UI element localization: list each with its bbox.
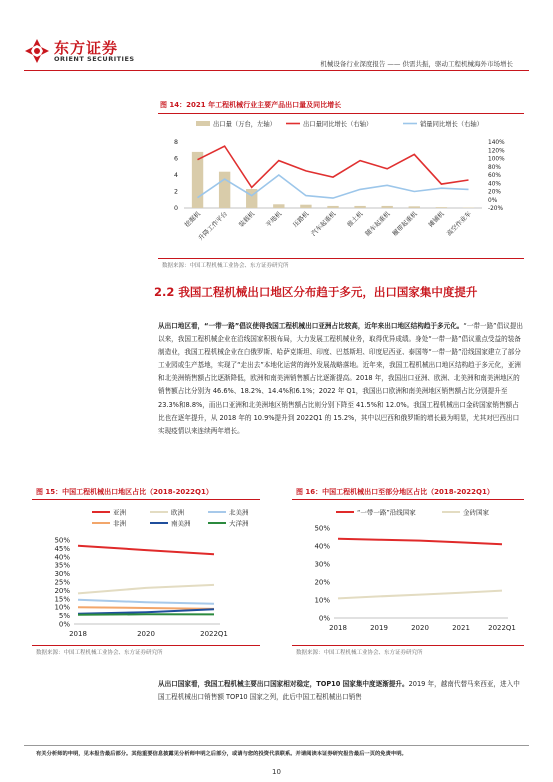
- x-tick-label: 2019: [370, 624, 388, 632]
- y-right-tick-label: -20%: [488, 206, 503, 212]
- logo-text-cn: 东方证券: [54, 39, 119, 57]
- series-line: [78, 600, 214, 604]
- legend-label: 大洋洲: [229, 519, 249, 528]
- fig14-source: 数据来源：中国工程机械工业协会、东方证券研究所: [162, 263, 289, 269]
- page-number: 10: [272, 768, 281, 776]
- y-left-tick-label: 6: [173, 155, 178, 163]
- y-left-tick-label: 2: [173, 188, 178, 196]
- x-tick-label: 随车起重机: [364, 210, 392, 238]
- legend-label: 金砖国家: [463, 508, 489, 517]
- bar-export-volume: [273, 204, 284, 208]
- y-tick-label: 20%: [54, 586, 70, 595]
- y-right-tick-label: 140%: [488, 140, 505, 146]
- paragraph-lead: 从出口国家看，我国工程机械主要出口国家相对稳定，TOP10 国家集中度逐渐提升。: [158, 680, 409, 688]
- x-tick-label: 压路机: [292, 210, 311, 229]
- logo-text-en: ORIENT SECURITIES: [54, 55, 135, 63]
- section-title: 2.2 我国工程机械出口地区分布趋于多元，出口国家集中度提升: [154, 285, 478, 299]
- y-tick-label: 15%: [54, 595, 70, 604]
- legend-swatch: [196, 121, 210, 126]
- y-tick-label: 30%: [54, 570, 70, 579]
- x-tick-label: 升降工作平台: [197, 210, 230, 243]
- fig14-title: 图 14：2021 年工程机械行业主要产品出口量及同比增长: [160, 101, 342, 109]
- bar-export-volume: [327, 206, 338, 208]
- legend-label: 销量同比增长（右轴）: [420, 121, 483, 128]
- y-tick-label: 10%: [54, 603, 70, 612]
- y-right-tick-label: 80%: [488, 164, 501, 171]
- y-tick-label: 0%: [58, 620, 70, 629]
- y-tick-label: 40%: [314, 542, 330, 551]
- y-left-tick-label: 8: [173, 139, 178, 146]
- series-line: [78, 609, 214, 614]
- y-right-tick-label: 120%: [488, 148, 505, 155]
- x-tick-label: 装载机: [237, 210, 257, 229]
- y-left-tick-label: 0: [173, 205, 178, 212]
- y-tick-label: 30%: [314, 560, 330, 569]
- bar-export-volume: [300, 205, 311, 208]
- y-right-tick-label: 20%: [488, 189, 501, 196]
- legend-label: 非洲: [113, 519, 126, 528]
- x-tick-label: 2022Q1: [200, 630, 228, 638]
- x-tick-label: 挖掘机: [183, 210, 202, 229]
- report-header-title: 机械设备行业深度报告 —— 供需共振，驱动工程机械海外市场增长: [320, 60, 513, 68]
- series-line: [78, 585, 214, 594]
- bar-export-volume: [192, 152, 203, 208]
- bar-export-volume: [409, 206, 420, 208]
- x-tick-label: 2020: [411, 624, 429, 632]
- paragraph-export-countries: [158, 678, 524, 704]
- fig15-title: 图 15：中国工程机械出口地区占比（2018-2022Q1）: [36, 488, 213, 496]
- legend-label: 欧洲: [171, 508, 184, 517]
- line-export-yoy: [198, 146, 469, 187]
- x-tick-label: 2021: [452, 624, 470, 632]
- fig16-title: 图 16：中国工程机械出口至部分地区占比（2018-2022Q1）: [296, 488, 494, 496]
- fig15-bottom-rule: [32, 645, 260, 646]
- footer-disclaimer: 有关分析师的申明，见本报告最后部分。其他重要信息披露见分析师申明之后部分，或请与您的投资代表联系。并请阅读本证券研究报告最后一页的免责申明。: [36, 751, 407, 757]
- x-tick-label: 2022Q1: [488, 624, 516, 632]
- legend-label: 南美洲: [171, 519, 191, 528]
- legend-label: “一带一路”沿线国家: [357, 508, 416, 517]
- x-tick-label: 汽车起重机: [310, 210, 338, 238]
- series-line: [338, 591, 502, 599]
- y-tick-label: 50%: [54, 536, 70, 545]
- fig16-bottom-rule: [292, 645, 524, 646]
- series-line: [78, 546, 214, 555]
- y-tick-label: 35%: [54, 561, 70, 570]
- series-line: [338, 539, 502, 544]
- legend-label: 北美洲: [229, 508, 249, 517]
- x-tick-label: 平地机: [264, 210, 284, 229]
- x-tick-label: 摊铺机: [427, 210, 446, 229]
- paragraph-body: 2019 年，越南代替马来西亚，进入中国工程机械出口销售额 TOP10 国家之列，此后中国工程机械出口销售: [158, 680, 520, 702]
- bar-export-volume: [381, 206, 392, 208]
- header-divider: [24, 70, 529, 71]
- y-right-tick-label: 100%: [488, 156, 505, 163]
- fig16-source: 数据来源：中国工程机械工业协会、东方证券研究所: [296, 650, 423, 656]
- x-tick-label: 推土机: [346, 210, 365, 229]
- y-right-tick-label: 40%: [488, 181, 501, 188]
- x-tick-label: 2018: [329, 624, 347, 632]
- y-tick-label: 40%: [54, 553, 70, 562]
- x-tick-label: 2018: [69, 630, 87, 638]
- series-line: [78, 614, 214, 615]
- y-tick-label: 25%: [54, 578, 70, 587]
- legend-label: 出口量（万台，左轴）: [213, 121, 276, 128]
- y-tick-label: 0%: [318, 614, 330, 623]
- y-right-tick-label: 60%: [488, 173, 501, 179]
- legend-label: 亚洲: [113, 508, 126, 517]
- legend-label: 出口量同比增长（右轴）: [303, 121, 373, 128]
- fig14-bottom-rule: [158, 258, 524, 259]
- fig15-source: 数据来源：中国工程机械工业协会、东方证券研究所: [36, 650, 163, 656]
- fig16-top-rule: [292, 499, 524, 500]
- fig15-chart: [32, 502, 260, 644]
- x-tick-label: 履带起重机: [391, 210, 419, 238]
- fig16-chart: [292, 502, 524, 644]
- paragraph-export-regions: [158, 320, 524, 438]
- fig15-top-rule: [32, 499, 260, 500]
- paragraph-body: “一带一路”倡议提出以来，我国工程机械企业在沿线国家积极布局，大力发展工程机械业务，取得优异成绩。身处“一带一路”倡议重点受益的装备制造业，我国工程机械企业在白俄罗斯、哈萨克斯坦、印度、巴基斯坦、印度尼西亚、泰国等“一带一路”沿线国家建立了部分工业园或生产基地，实现了“走出去”本地化运营的海外发展战略落地。近年来，我国工程机械出口地区结构趋于多元化，亚洲和北美洲销售额占比逐渐降低，欧洲和南美洲销售额占比逐渐提高。2018 年，我国出口亚洲、欧洲、北美洲和南美洲地区的销售额占比分别为 46.6%、18.2%、14.4%和6.1%；2022 年 Q1，我国出口欧洲和南美洲地区销售额占比分别提升至23.3%和8.8%，而出口亚洲和北美洲地区销售额占比则分别下降至 41.5%和 12.0%。我国工程机械出口金砖国家销售额占比也在逐年提升，从 2018 年的 10.9%提升到 2022Q1 的 15.2%，其中以巴西和俄罗斯的增长最为明显，尤其对巴西出口实现疫情以来连续两年增长。: [158, 322, 523, 435]
- y-tick-label: 5%: [58, 612, 70, 621]
- paragraph-lead: 从出口地区看，“一带一路”倡议使得我国工程机械出口亚洲占比较高，近年来出口地区结构趋于多元化。: [158, 322, 464, 330]
- footer-divider: [24, 745, 529, 746]
- x-tick-label: 2020: [137, 630, 155, 638]
- fig14-chart: [158, 116, 524, 258]
- bar-export-volume: [219, 172, 230, 208]
- fig14-top-rule: [158, 113, 524, 114]
- y-tick-label: 10%: [314, 596, 330, 605]
- y-tick-label: 20%: [314, 578, 330, 587]
- y-tick-label: 50%: [314, 524, 330, 533]
- line-sales-yoy: [198, 175, 469, 198]
- orient-securities-logo-icon: [24, 38, 50, 64]
- y-tick-label: 45%: [54, 544, 70, 553]
- bar-export-volume: [436, 207, 447, 208]
- y-left-tick-label: 4: [173, 172, 178, 179]
- y-right-tick-label: 0%: [488, 197, 498, 204]
- bar-export-volume: [354, 206, 365, 208]
- series-line: [78, 607, 214, 609]
- x-tick-label: 高空作业车: [445, 210, 473, 238]
